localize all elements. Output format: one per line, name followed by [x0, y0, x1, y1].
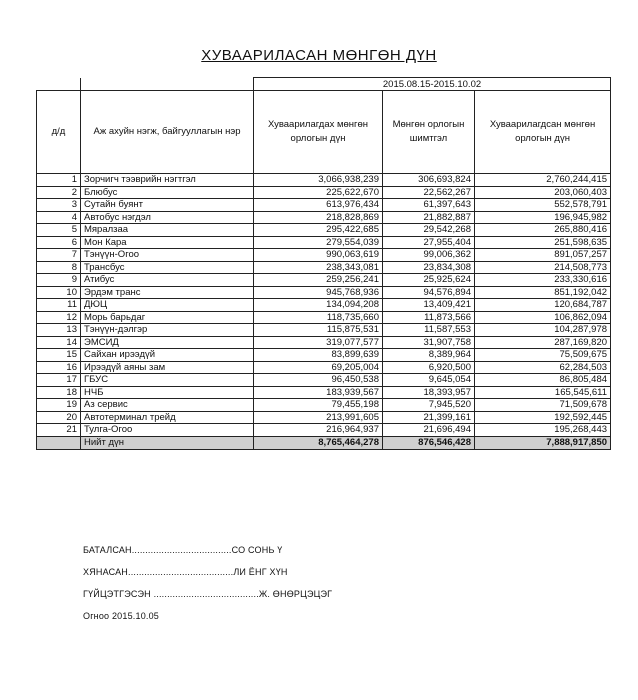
row-org-name: Морь барьдаг — [81, 311, 254, 324]
row-index: 9 — [37, 274, 81, 287]
table-row — [37, 186, 611, 199]
row-org-name: Автобус нэгдэл — [81, 211, 254, 224]
row-org-name: Сайхан ирээдүй — [81, 349, 254, 362]
table-row — [37, 236, 611, 249]
row-org-name: ДЮЦ — [81, 299, 254, 312]
row-incentive: 99,006,362 — [383, 249, 475, 262]
row-incentive: 306,693,824 — [383, 174, 475, 187]
table-row — [37, 349, 611, 362]
row-index: 2 — [37, 186, 81, 199]
row-allocated-cost: 83,899,639 — [254, 349, 383, 362]
row-org-name: Мяралзаа — [81, 224, 254, 237]
approved-signature: БАТАЛСАН.....................................СО СОНЬ Ү — [83, 545, 283, 555]
row-allocated-net: 851,192,042 — [475, 286, 611, 299]
table-row — [37, 386, 611, 399]
row-allocated-net: 196,945,982 — [475, 211, 611, 224]
total-allocated-net: 7,888,917,850 — [475, 436, 611, 449]
row-allocated-net: 203,060,403 — [475, 186, 611, 199]
row-index: 4 — [37, 211, 81, 224]
row-allocated-cost: 96,450,538 — [254, 374, 383, 387]
table-row — [37, 411, 611, 424]
document-date: Огноо 2015.10.05 — [83, 611, 160, 621]
row-org-name: Тулга-Огоо — [81, 424, 254, 437]
row-org-name: НЧБ — [81, 386, 254, 399]
row-allocated-net: 62,284,503 — [475, 361, 611, 374]
row-index: 15 — [37, 349, 81, 362]
row-allocated-cost: 279,554,039 — [254, 236, 383, 249]
document-title: ХУВААРИЛАСАН МӨНГӨН ДҮН — [201, 47, 437, 64]
row-incentive: 61,397,643 — [383, 199, 475, 212]
total-allocated-cost: 8,765,464,278 — [254, 436, 383, 449]
header-allocated-net: Хуваарилагдсан мөнгөн орлогын дүн — [475, 91, 611, 174]
row-incentive: 29,542,268 — [383, 224, 475, 237]
row-allocated-cost: 295,422,685 — [254, 224, 383, 237]
row-index: 18 — [37, 386, 81, 399]
row-allocated-net: 86,805,484 — [475, 374, 611, 387]
row-allocated-cost: 79,455,198 — [254, 399, 383, 412]
row-index: 21 — [37, 424, 81, 437]
blank-cell — [81, 78, 254, 91]
total-label: Нийт дүн — [81, 436, 254, 449]
row-allocated-cost: 134,094,208 — [254, 299, 383, 312]
row-org-name: Автотерминал трейд — [81, 411, 254, 424]
table-row — [37, 261, 611, 274]
row-allocated-cost: 259,256,241 — [254, 274, 383, 287]
row-org-name: Тэнүүн-дэлгэр — [81, 324, 254, 337]
row-allocated-cost: 115,875,531 — [254, 324, 383, 337]
row-allocated-net: 287,169,820 — [475, 336, 611, 349]
table-row — [37, 361, 611, 374]
row-allocated-cost: 990,063,619 — [254, 249, 383, 262]
table-row — [37, 274, 611, 287]
row-allocated-cost: 945,768,936 — [254, 286, 383, 299]
row-index: 20 — [37, 411, 81, 424]
row-index: 16 — [37, 361, 81, 374]
row-allocated-cost: 613,976,434 — [254, 199, 383, 212]
row-allocated-net: 192,592,445 — [475, 411, 611, 424]
row-incentive: 21,399,161 — [383, 411, 475, 424]
table-row — [37, 336, 611, 349]
row-index: 14 — [37, 336, 81, 349]
row-incentive: 23,834,308 — [383, 261, 475, 274]
table-row — [37, 399, 611, 412]
table-row — [37, 174, 611, 187]
row-index: 1 — [37, 174, 81, 187]
table-row — [37, 311, 611, 324]
row-incentive: 94,576,894 — [383, 286, 475, 299]
row-org-name: Тэнүүн-Огоо — [81, 249, 254, 262]
total-index-cell — [37, 436, 81, 449]
table-row — [37, 324, 611, 337]
row-allocated-net: 71,509,678 — [475, 399, 611, 412]
row-allocated-net: 2,760,244,415 — [475, 174, 611, 187]
row-allocated-net: 75,509,675 — [475, 349, 611, 362]
row-incentive: 31,907,758 — [383, 336, 475, 349]
row-incentive: 25,925,624 — [383, 274, 475, 287]
row-allocated-cost: 118,735,660 — [254, 311, 383, 324]
row-incentive: 6,920,500 — [383, 361, 475, 374]
table-row — [37, 374, 611, 387]
header-allocated-cost: Хуваарилагдах мөнгөн орлогын дүн — [254, 91, 383, 174]
row-index: 12 — [37, 311, 81, 324]
row-allocated-cost: 218,828,869 — [254, 211, 383, 224]
row-org-name: Эрдэм транс — [81, 286, 254, 299]
table-row — [37, 286, 611, 299]
row-allocated-net: 120,684,787 — [475, 299, 611, 312]
table-row — [37, 424, 611, 437]
header-row — [37, 91, 611, 174]
row-incentive: 11,587,553 — [383, 324, 475, 337]
total-incentive: 876,546,428 — [383, 436, 475, 449]
row-allocated-net: 251,598,635 — [475, 236, 611, 249]
row-index: 8 — [37, 261, 81, 274]
period-label: 2015.08.15-2015.10.02 — [254, 78, 611, 91]
allocation-table — [36, 77, 611, 450]
blank-cell — [37, 78, 81, 91]
row-allocated-cost: 319,077,577 — [254, 336, 383, 349]
row-allocated-net: 106,862,094 — [475, 311, 611, 324]
row-index: 19 — [37, 399, 81, 412]
row-allocated-net: 233,330,616 — [475, 274, 611, 287]
row-org-name: Аз сервис — [81, 399, 254, 412]
row-allocated-net: 552,578,791 — [475, 199, 611, 212]
row-org-name: Ирээдүй аяны зам — [81, 361, 254, 374]
table-row — [37, 211, 611, 224]
row-allocated-cost: 216,964,937 — [254, 424, 383, 437]
row-allocated-net: 214,508,773 — [475, 261, 611, 274]
row-index: 11 — [37, 299, 81, 312]
header-index: д/д — [37, 91, 81, 174]
table-row — [37, 224, 611, 237]
row-incentive: 11,873,566 — [383, 311, 475, 324]
row-org-name: ГБУС — [81, 374, 254, 387]
row-index: 7 — [37, 249, 81, 262]
row-allocated-cost: 213,991,605 — [254, 411, 383, 424]
row-incentive: 22,562,267 — [383, 186, 475, 199]
row-allocated-net: 891,057,257 — [475, 249, 611, 262]
row-index: 17 — [37, 374, 81, 387]
row-incentive: 9,645,054 — [383, 374, 475, 387]
row-incentive: 18,393,957 — [383, 386, 475, 399]
row-index: 13 — [37, 324, 81, 337]
row-index: 3 — [37, 199, 81, 212]
row-incentive: 7,945,520 — [383, 399, 475, 412]
row-allocated-cost: 183,939,567 — [254, 386, 383, 399]
checked-signature: ХЯНАСАН.......................................ЛИ ЁНГ ХҮН — [83, 567, 288, 577]
row-index: 6 — [37, 236, 81, 249]
row-incentive: 21,696,494 — [383, 424, 475, 437]
row-allocated-net: 195,268,443 — [475, 424, 611, 437]
row-org-name: Мон Кара — [81, 236, 254, 249]
row-org-name: Блюбус — [81, 186, 254, 199]
row-allocated-net: 165,545,611 — [475, 386, 611, 399]
table-row — [37, 299, 611, 312]
row-incentive: 8,389,964 — [383, 349, 475, 362]
row-index: 5 — [37, 224, 81, 237]
row-allocated-net: 104,287,978 — [475, 324, 611, 337]
row-allocated-cost: 225,622,670 — [254, 186, 383, 199]
table-row — [37, 199, 611, 212]
total-row — [37, 436, 611, 449]
period-row — [37, 78, 611, 91]
row-org-name: ЭМСИД — [81, 336, 254, 349]
row-org-name: Атибус — [81, 274, 254, 287]
row-incentive: 27,955,404 — [383, 236, 475, 249]
row-allocated-cost: 69,205,004 — [254, 361, 383, 374]
header-incentive: Мөнгөн орлогын шимтгэл — [383, 91, 475, 174]
row-org-name: Зорчигч тээврийн нэгтгэл — [81, 174, 254, 187]
executed-signature: ГҮЙЦЭТГЭСЭН .......................................Ж. ӨНӨРЦЭЦЭГ — [83, 589, 333, 599]
table-row — [37, 249, 611, 262]
row-org-name: Трансбус — [81, 261, 254, 274]
table-body — [37, 174, 611, 437]
row-allocated-cost: 238,343,081 — [254, 261, 383, 274]
row-allocated-cost: 3,066,938,239 — [254, 174, 383, 187]
row-org-name: Сутайн буянт — [81, 199, 254, 212]
row-allocated-net: 265,880,416 — [475, 224, 611, 237]
header-org: Аж ахуйн нэгж, байгууллагын нэр — [81, 91, 254, 174]
row-incentive: 21,882,887 — [383, 211, 475, 224]
row-index: 10 — [37, 286, 81, 299]
row-incentive: 13,409,421 — [383, 299, 475, 312]
